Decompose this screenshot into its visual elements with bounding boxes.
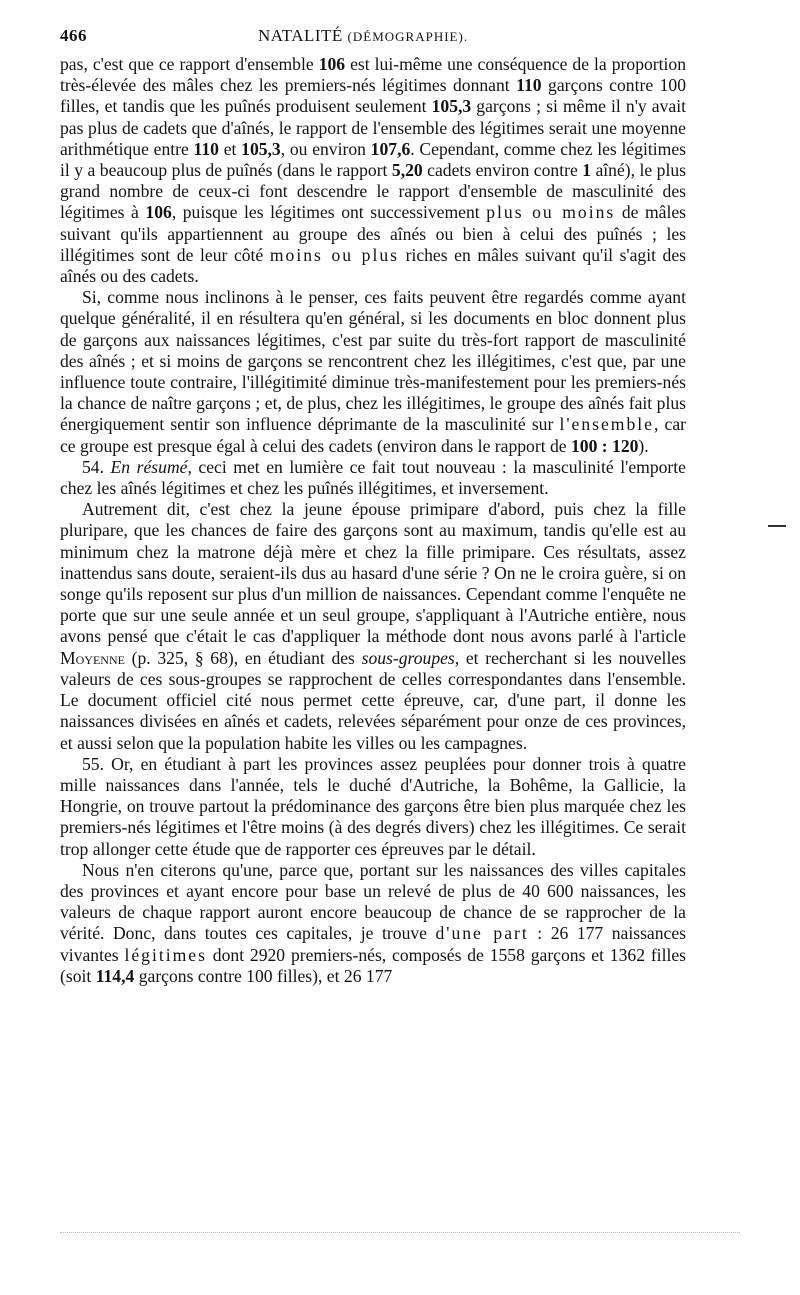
text-run: 100 : 120 — [570, 435, 639, 456]
text-run: garçons ; si même il n'y avait pas plus de cadets que d'aînés, le rapport de l'ensemble des légitimes serait une moyenne arithmétique entre — [60, 96, 686, 159]
text-run: , car ce groupe est presque égal à celui des cadets (environ dans le rapport de — [60, 414, 686, 456]
paragraph-p1 — [60, 54, 686, 287]
text-run: 106 — [318, 54, 346, 74]
text-run: de mâles suivant qu'ils appartiennent au groupe des aînés ou bien à celui des puînés ; les illégitimes sont de leur côté — [60, 202, 687, 265]
text-run: ). — [638, 435, 649, 456]
page-number: 466 — [60, 26, 87, 45]
text-run: pas, c'est que ce rapport d'ensemble — [60, 54, 319, 74]
text-run: Si, comme nous inclinons à le penser, ces faits peuvent être regardés comme ayant quelque généralité, il en résultera qu'en général, si les documents en bloc donnent plus de garçons aux naissances légitimes, c'est par suite du très-fort rapport de masculinité des aînés ; et si moins de garçons se rencontrent chez les illégitimes, c'est que, par une influence toute contraire, l'illégitimité diminue très-manifestement pour les premiers-nés la chance de naître garçons ; et, de plus, chez les illégitimes, le groupe des aînés fait plus énergiquement sentir son influence déprimante de la masculinité sur — [60, 287, 686, 435]
text-run: plus ou moins — [486, 202, 616, 223]
text-run: Nous n'en citerons qu'une, parce que, portant sur les naissances des villes capitales des provinces et ayant encore pour base un relevé de plus de 40 600 naissances, les valeurs de chaque rapport auront encore beaucoup de chance de se rapprocher de la vérité. Donc, dans toutes ces capitales, je trouve — [60, 859, 686, 944]
text-run: Moyenne — [60, 647, 125, 668]
margin-mark — [768, 525, 786, 527]
paragraph-p3 — [60, 457, 686, 499]
paragraph-p2 — [60, 287, 686, 457]
text-run: 107,6 — [370, 138, 411, 159]
text-run: Autrement dit, c'est chez la jeune épouse primipare d'abord, puis chez la fille pluripare, que les chances de faire des garçons sont au maximum, tandis qu'elle est au minimum chez la matrone déjà mère et chez la fille primipare. Ces résultats, assez inattendus sans doute, seraient-ils dus au hasard d'une série ? On ne le croira guère, si on songe qu'ils reposent sur plus d'un million de naissances. Cependant comme l'enquête ne porte que sur une seule année et un seul groupe, s'appliquant à l'Autriche entière, nous avons pensé que c'était le cas d'appliquer la méthode dont nous avons parlé à l'article — [60, 499, 686, 647]
text-run: 55. Or, en étudiant à part les provinces assez peuplées pour donner trois à quatre mille naissances dans l'année, tels le duché d'Autriche, la Bohême, la Gallicie, la Hongrie, on trouve partout la prédominance des garçons être bien plus marquée chez les premiers-nés légitimes et l'être moins (à des degrés divers) chez les illégitimes. Ce serait trop allonger cette étude que de rapporter ces épreuves par le détail. — [60, 753, 686, 859]
text-run: 110 — [516, 75, 542, 96]
running-title — [258, 26, 468, 46]
text-run: aîné), le plus grand nombre de ceux-ci font descendre le rapport d'ensemble de masculinité des légitimes à — [60, 160, 686, 223]
text-run: d'une part — [435, 923, 529, 944]
text-run: sous-groupes — [361, 647, 455, 668]
text-run: 110 — [193, 138, 219, 159]
text-run: 5,20 — [391, 160, 423, 181]
text-run: 114,4 — [95, 965, 135, 986]
page-bottom-edge — [60, 1232, 740, 1234]
text-run: 1 — [582, 160, 592, 181]
text-run: , et recherchant si les nouvelles valeurs de ces sous-groupes se rapprochent de celles correspondantes dans l'ensemble. Le document officiel cité nous permet cette épreuve, car, d'une part, il donne les naissances divisées en aînés et cadets, relevées séparément pour onze de ces provinces, et aussi selon que la population habite les villes ou les campagnes. — [60, 647, 686, 753]
paragraph-p5 — [60, 754, 686, 860]
text-run: garçons contre 100 filles, et tandis que les puînés produisent seulement — [60, 75, 686, 117]
book-page — [60, 22, 686, 987]
running-title-subject: (DÉMOGRAPHIE). — [347, 29, 469, 44]
text-run: et — [218, 138, 242, 159]
text-run: , ceci met en lumière ce fait tout nouveau : la masculinité l'emporte chez les aînés légitimes et chez les puînés illégitimes, et inversement. — [60, 456, 686, 499]
text-run: légitimes — [124, 944, 207, 965]
text-run: garçons contre 100 filles), et 26 177 — [134, 965, 393, 986]
body-text — [60, 54, 686, 987]
text-run: riches en mâles suivant qu'il s'agit des aînés ou des cadets. — [60, 244, 687, 287]
text-run: 105,3 — [431, 96, 472, 117]
text-run: , ou environ — [280, 138, 371, 159]
text-run: l'ensemble — [559, 414, 654, 435]
text-run: cadets environ contre — [422, 160, 583, 181]
running-header — [60, 22, 686, 50]
text-run: (p. 325, § 68), en étudiant des — [124, 647, 362, 668]
text-run: 54. — [82, 456, 111, 477]
running-title-main: NATALITÉ — [258, 26, 343, 45]
text-run: : 26 177 naissances vivantes — [60, 923, 686, 965]
text-run: En résumé — [110, 456, 188, 477]
text-run: dont 2920 premiers-nés, composés de 1558 garçons et 1362 filles (soit — [60, 944, 687, 986]
text-run: 105,3 — [241, 138, 281, 159]
text-run: moins ou plus — [269, 244, 399, 265]
paragraph-p6 — [60, 860, 686, 987]
text-run: est lui-même une conséquence de la proportion très-élevée des mâles chez les premiers-nés légitimes donnant — [60, 54, 687, 96]
text-run: , puisque les légitimes ont successivement — [171, 202, 487, 223]
text-run: 106 — [145, 202, 172, 223]
text-run: . Cependant, comme chez les légitimes il y a beaucoup plus de puînés (dans le rapport — [60, 138, 687, 181]
paragraph-p4 — [60, 499, 686, 753]
